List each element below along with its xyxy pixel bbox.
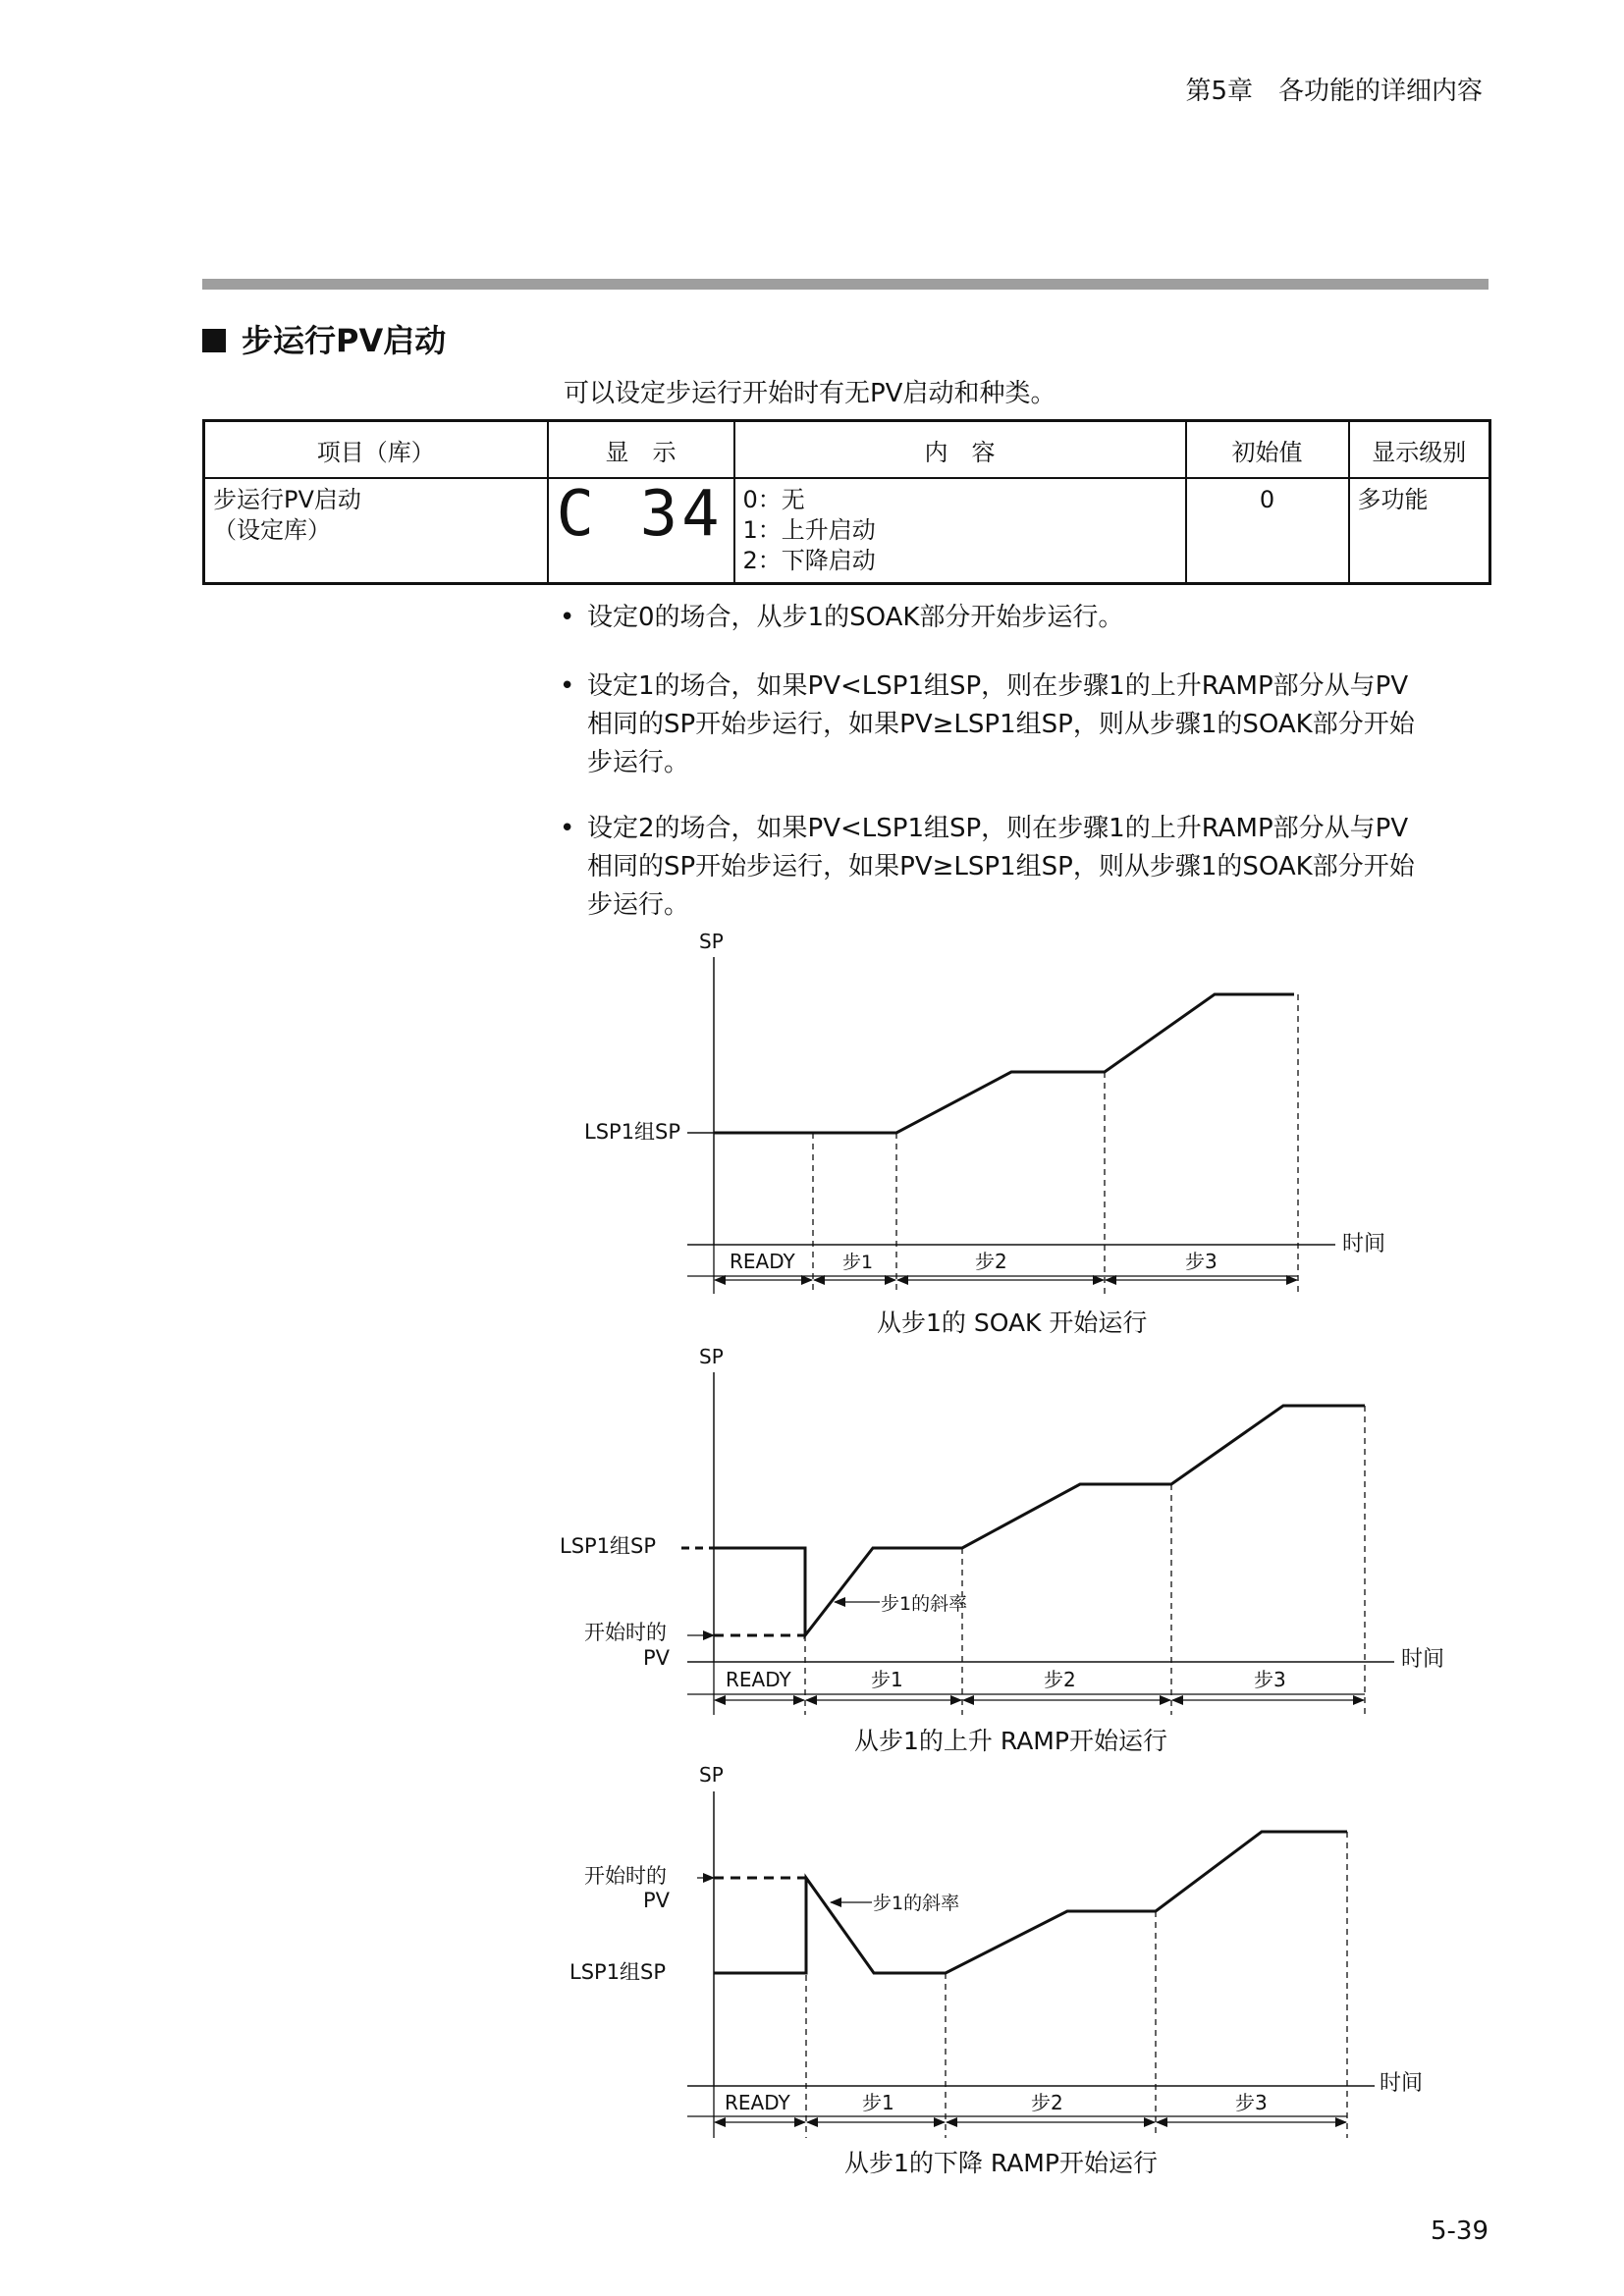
diagram2-pv-label-2: PV (643, 1646, 671, 1670)
bullet-dot-icon: • (560, 814, 575, 843)
diagram1-x-label: 时间 (1342, 1232, 1386, 1256)
section-title-text: 步运行PV启动 (242, 322, 447, 359)
content-option-2: 2：下降启动 (742, 547, 876, 574)
diagram3-pv-label-1: 开始时的 (584, 1864, 667, 1888)
diagram-soak-start (584, 930, 1385, 1337)
diagram-rising-ramp-start (560, 1345, 1444, 1755)
diagram3-x-label: 时间 (1380, 2071, 1424, 2096)
diagram1-phase-ready: READY (730, 1250, 795, 1273)
bullet-text: 设定2的场合，如果PV<LSP1组SP，则在步骤1的上升RAMP部分从与PV (587, 814, 1409, 843)
item-bank: （设定库） (213, 516, 331, 544)
diagram3-sp-profile (714, 1832, 1347, 1973)
diagram1-phase-step1: 步1 (842, 1252, 874, 1273)
content-option-1: 1：上升启动 (742, 516, 876, 544)
diagram2-phase-step3: 步3 (1254, 1668, 1286, 1691)
segment-display: C 34 (556, 478, 724, 551)
header-initial: 初始值 (1186, 421, 1349, 479)
bullet-text: 步运行。 (587, 748, 690, 777)
bullet-dot-icon: • (560, 671, 575, 701)
diagram1-phase-step3: 步3 (1185, 1250, 1218, 1273)
diagram2-caption: 从步1的上升 RAMP开始运行 (854, 1727, 1167, 1755)
header-item: 项目（库） (204, 421, 548, 479)
diagram2-y-label: SP (699, 1345, 724, 1368)
diagram2-sp-profile (714, 1406, 1365, 1635)
header-display: 显 示 (548, 421, 734, 479)
diagram2-slope-label: 步1的斜率 (881, 1593, 968, 1615)
diagram1-lsp-label: LSP1组SP (584, 1120, 681, 1144)
diagram3-phase-step3: 步3 (1235, 2091, 1268, 2114)
diagram3-phase-step1: 步1 (862, 2091, 894, 2114)
diagram1-sp-profile (714, 994, 1294, 1133)
chapter-header: 第5章 各功能的详细内容 (1185, 77, 1483, 106)
bullet-text: 相同的SP开始步运行，如果PV≥LSP1组SP，则从步骤1的SOAK部分开始 (587, 852, 1415, 881)
bullet-text: 步运行。 (587, 890, 690, 920)
diagram1-phase-dividers (813, 994, 1298, 1294)
diagram3-caption: 从步1的下降 RAMP开始运行 (844, 2149, 1158, 2177)
diagram2-phase-step2: 步2 (1044, 1668, 1076, 1691)
bullet-text: 相同的SP开始步运行，如果PV≥LSP1组SP，则从步骤1的SOAK部分开始 (587, 710, 1415, 739)
bullet-text: 设定1的场合，如果PV<LSP1组SP，则在步骤1的上升RAMP部分从与PV (587, 671, 1409, 701)
header-content: 内 容 (734, 421, 1186, 479)
page-number: 5-39 (1430, 2216, 1489, 2246)
diagram2-phase-step1: 步1 (871, 1668, 903, 1691)
diagram2-lsp-label: LSP1组SP (560, 1534, 657, 1558)
diagram3-phase-step2: 步2 (1031, 2091, 1063, 2114)
diagram-falling-ramp-start (569, 1763, 1423, 2177)
diagram1-caption: 从步1的 SOAK 开始运行 (877, 1308, 1148, 1337)
diagram3-slope-label: 步1的斜率 (873, 1893, 960, 1914)
content-option-0: 0：无 (742, 486, 805, 513)
diagram2-pv-label-1: 开始时的 (584, 1621, 667, 1644)
cell-initial: 0 (1186, 478, 1349, 584)
diagram2-phase-ready: READY (726, 1668, 791, 1691)
diagram2-x-label: 时间 (1401, 1647, 1445, 1672)
diagram1-phase-step2: 步2 (975, 1250, 1007, 1273)
item-name: 步运行PV启动 (213, 486, 361, 513)
diagram3-y-label: SP (699, 1763, 724, 1787)
header-level: 显示级别 (1349, 421, 1490, 479)
diagram1-y-label: SP (699, 930, 724, 953)
diagram3-pv-label-2: PV (643, 1889, 671, 1912)
bullet-text: 设定0的场合，从步1的SOAK部分开始步运行。 (587, 603, 1124, 632)
diagram3-lsp-label: LSP1组SP (569, 1960, 667, 1984)
diagram3-phase-ready: READY (725, 2091, 790, 2114)
section-intro: 可以设定步运行开始时有无PV启动和种类。 (564, 379, 1056, 408)
bullet-dot-icon: • (560, 603, 575, 632)
cell-level: 多功能 (1349, 478, 1490, 584)
